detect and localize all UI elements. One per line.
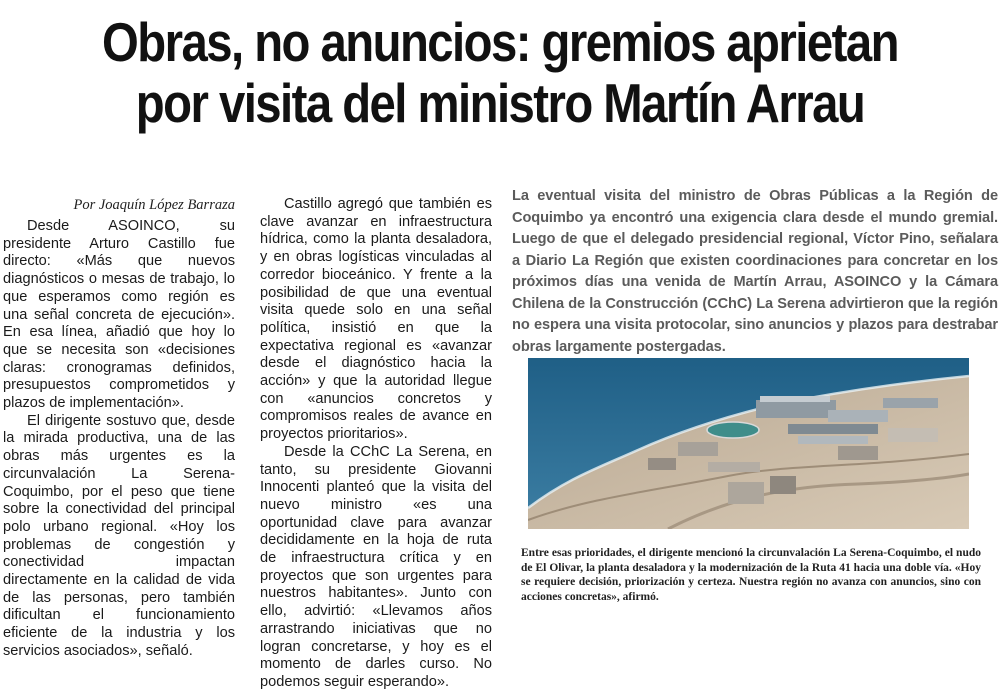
photo-caption: Entre esas prioridades, el dirigente mencionó la circunvalación La Serena-Coquimbo, el nudo de El Olivar, la planta desaladora y la modernización de la Ruta 41 hacia una doble vía. «Hoy se requiere decisión, priorización y certeza. Nuestra región no avanza con anuncios, sino con acciones concretas», afirmó. [521,547,981,603]
headline-line-2: por visita del ministro Martín Arrau [135,72,865,134]
column-2-paragraph-2: Desde la CChC La Serena, en tanto, su presidente Giovanni Innocenti planteó que la visita del nuevo ministro «es una oportunidad clave para avanzar decididamente en la hoja de ruta de infraestructura crítica y en proyectos que son urgentes para nuestros habitantes». Junto con ello, advirtió: «Llevamos años arrastrando iniciativas que no logran concretarse, y hoy es el momento de darles curso. No podemos seguir esperando». [260,443,492,690]
article-column-1 [3,196,235,661]
headline [70,12,930,134]
byline: Por Joaquín López Barraza [73,197,235,213]
headline-line-1: Obras, no anuncios: gremios aprietan [102,11,898,73]
column-2-paragraph-1: Castillo agregó que también es clave avanzar en infraestructura hídrica, como la planta desaladora, y en obras logísticas vinculadas al corredor bioceánico. Y frente a la posibilidad de que una eventual visita quede solo en una señal política, insistió en que la expectativa regional es «avanzar desde el diagnóstico hacia la acción» y que la autoridad llegue con «anuncios concretos y compromisos reales de avance en proyectos prioritarios». [260,196,492,443]
column-1-paragraph-2: El dirigente sostuvo que, desde la mirada productiva, una de las obras más urgentes es la circunvalación La Serena-Coquimbo, por el peso que tiene sobre la conectividad del principal polo urbano regional. «Hoy los problemas de congestión y conectividad impactan directamente en la calidad de vida de las personas, pero también dificultan el funcionamiento eficiente de la industria y los servicios asociados», señaló. [3,412,235,659]
desalination-plant-aerial-photo [528,358,969,529]
article-column-2 [260,196,492,692]
column-1-paragraph-1: Desde ASOINCO, su presidente Arturo Castillo fue directo: «Más que nuevos diagnósticos o mesas de trabajo, lo que esperamos como región es una señal concreta de ejecución». En esa línea, añadió que hoy lo que se necesita son «decisiones claras: cronogramas definidos, presupuestos comprometidos y plazos de implementación». [3,218,235,412]
aerial-photo-illustration [528,358,969,529]
lead-paragraph: La eventual visita del ministro de Obras Públicas a la Región de Coquimbo ya encontró una exigencia clara desde el mundo gremial. Luego de que el delegado presidencial regional, Víctor Pino, señalara a Diario La Región que existen coordinaciones para concretar en los próximos días una venida de Martín Arrau, ASOINCO y la Cámara Chilena de la Construcción (CChC) La Serena advirtieron que la región no espera una visita protocolar, sino anuncios y plazos para destrabar obras largamente postergadas. [512,188,998,355]
